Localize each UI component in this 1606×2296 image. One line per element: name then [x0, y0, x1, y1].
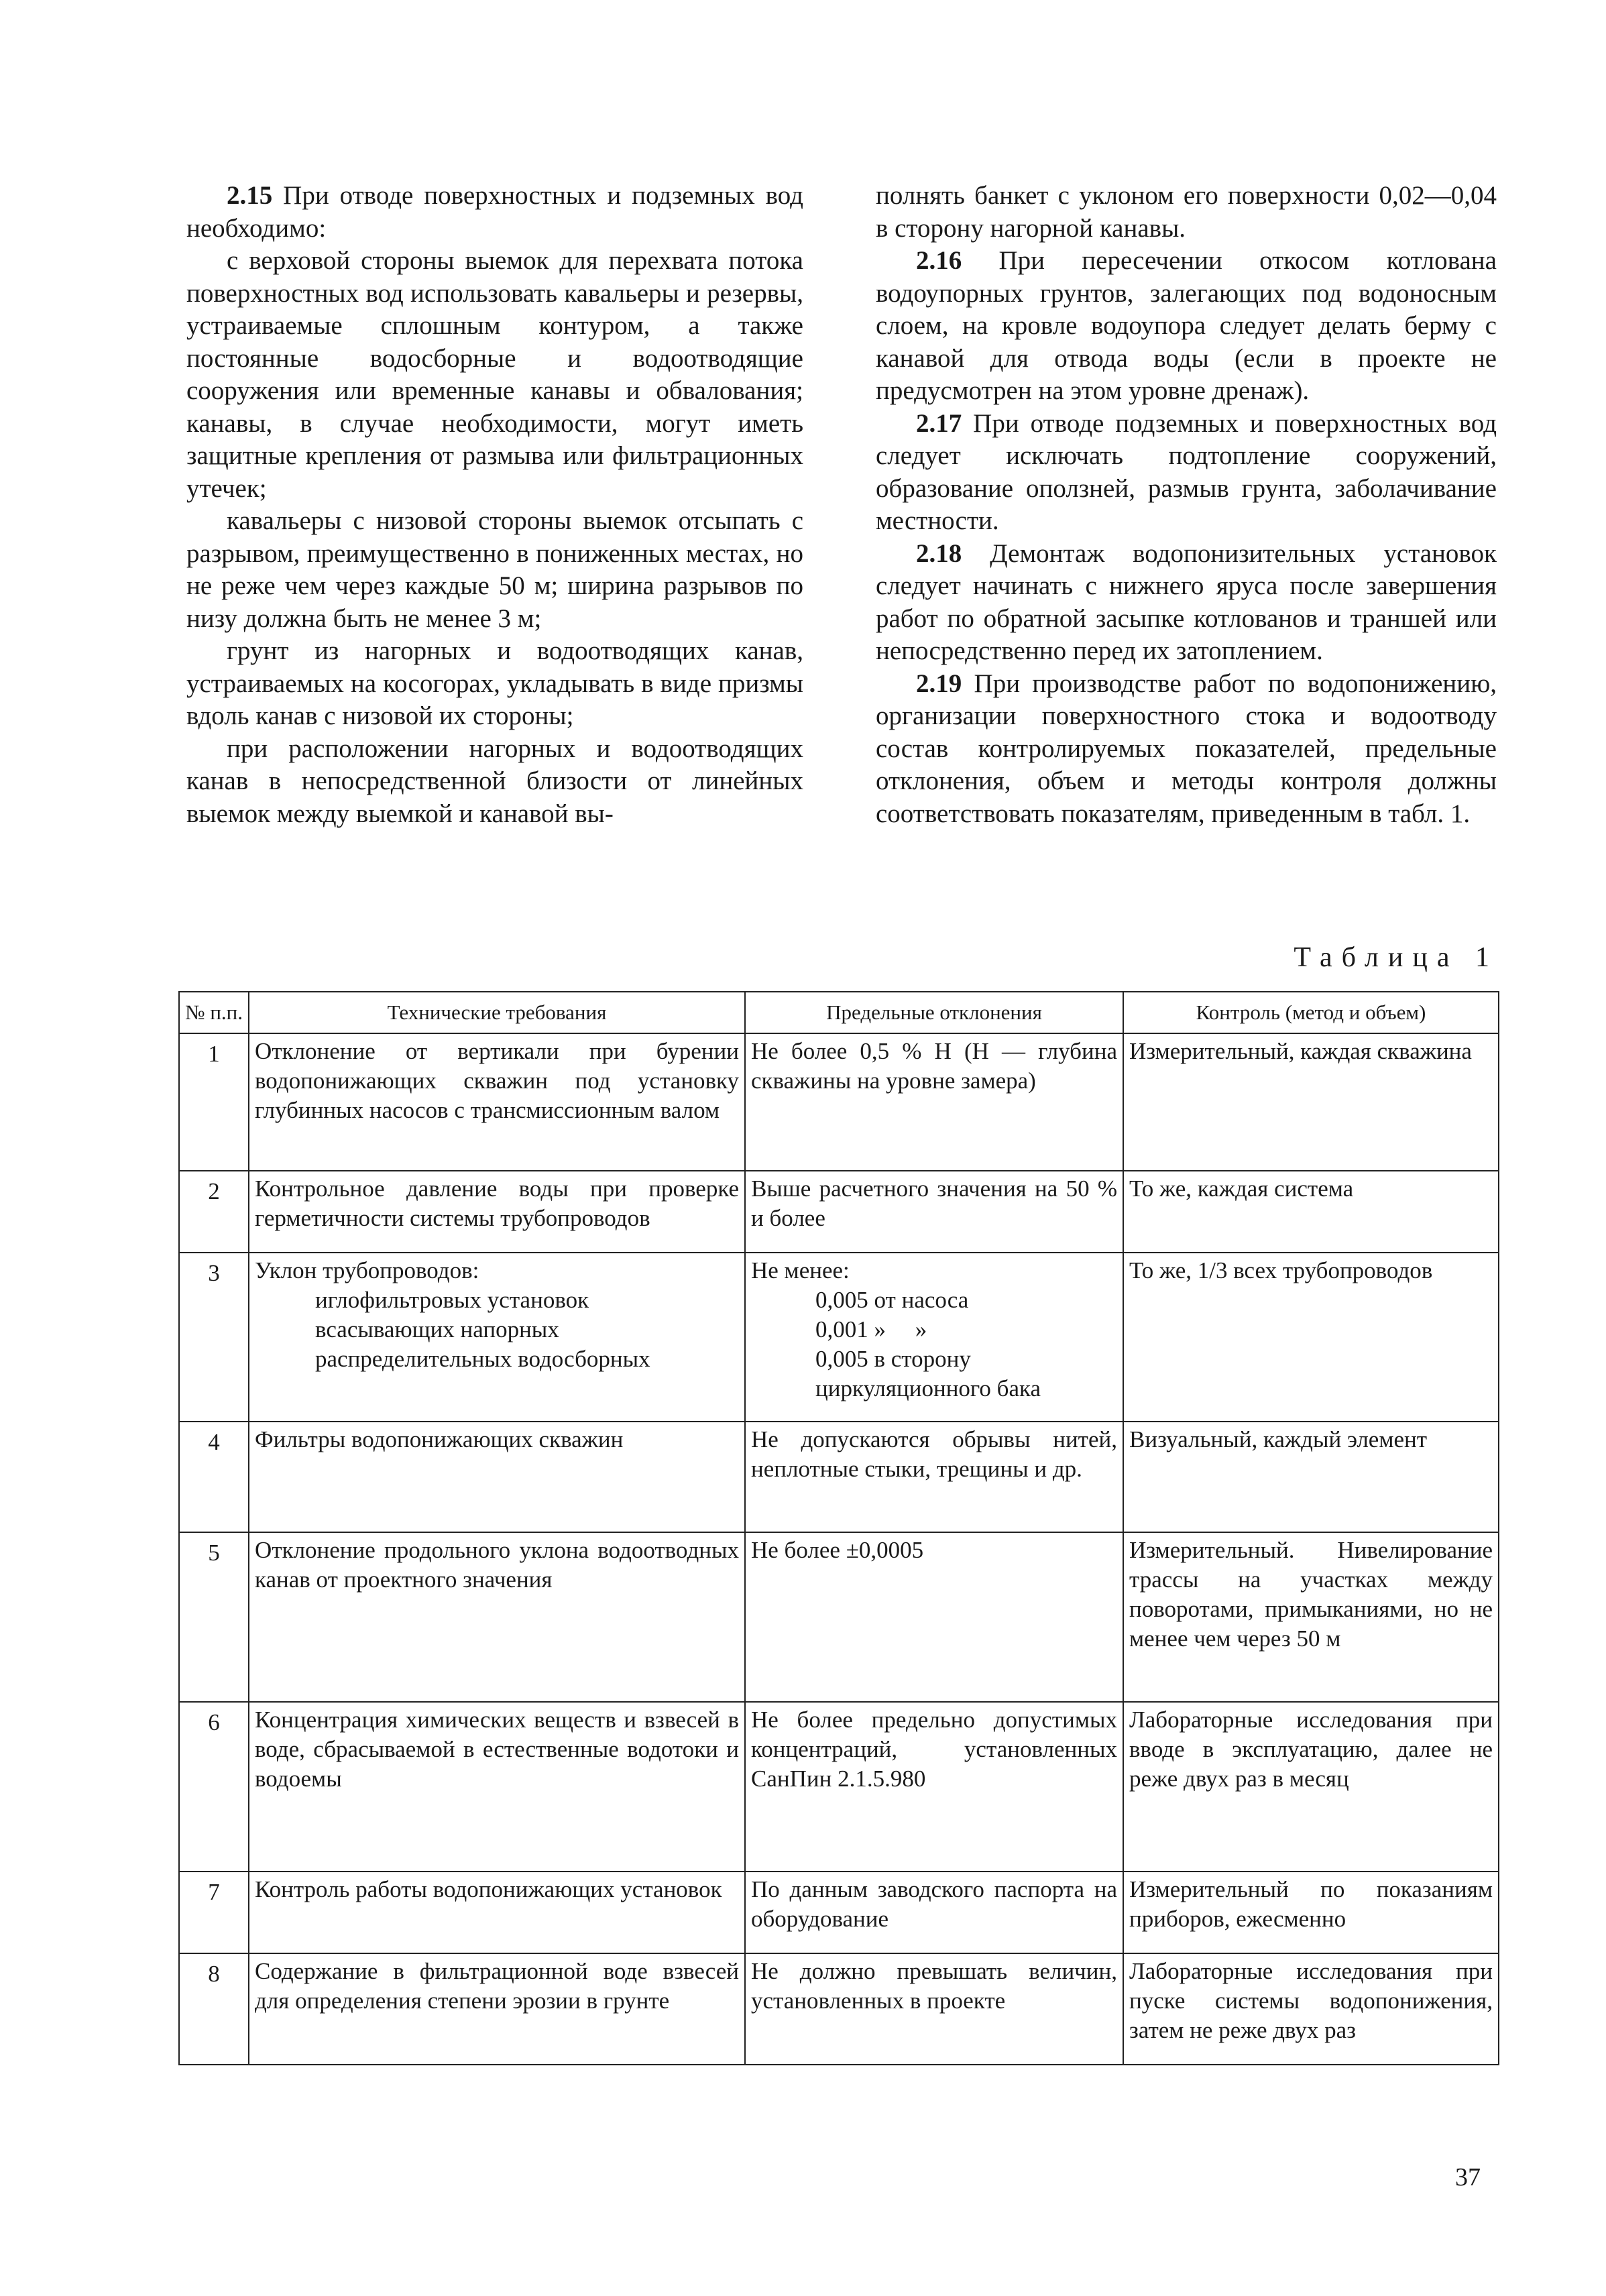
deviation-cell: Не более предельно допустимых концентраций, установленных СанПин 2.1.5.980: [745, 1702, 1123, 1872]
deviation-cell: Не более ±0,0005: [745, 1532, 1123, 1702]
requirement-title: Уклон трубопроводов:: [255, 1257, 479, 1283]
control-cell: Лабораторные исследования при вводе в эксплуатацию, далее не реже двух раз в месяц: [1123, 1702, 1499, 1872]
requirement-cell: Контрольное давление воды при проверке герметичности системы трубопроводов: [249, 1171, 745, 1253]
control-cell: То же, каждая система: [1123, 1171, 1499, 1253]
paragraph-2-16: [876, 245, 1497, 408]
header-num: № п.п.: [179, 992, 249, 1033]
page-number: 37: [1455, 2163, 1481, 2191]
paragraph-text: При отводе подземных и поверхностных вод следует исключать подтопление сооружений, образование оползней, размыв грунта, заболачивание местности.: [876, 408, 1497, 535]
table-row: [179, 1033, 1499, 1171]
row-number: 2: [179, 1171, 249, 1253]
deviation-line: 0,005 от насоса: [815, 1287, 969, 1313]
requirements-table: [178, 991, 1499, 2065]
deviation-cell: [745, 1253, 1123, 1422]
paragraph-downstream: кавальеры с низовой стороны выемок отсыпать с разрывом, преимущественно в пониженных местах, но не реже чем через каждые 50 м; ширина разрывов по низу должна быть не менее 3 м;: [186, 506, 803, 633]
row-number: 5: [179, 1532, 249, 1702]
deviation-title: Не менее:: [751, 1257, 850, 1283]
row-number: 4: [179, 1422, 249, 1532]
paragraph-soil: грунт из нагорных и водоотводящих канав, устраиваемых на косогорах, укладывать в виде призмы вдоль канав с низовой их стороны;: [186, 636, 803, 730]
paragraph-text: Демонтаж водопонизительных установок следует начинать с нижнего яруса после завершения работ по обратной засыпке котлованов и траншей или непосредственно перед их затоплением.: [876, 538, 1497, 665]
row-number: 7: [179, 1872, 249, 1953]
right-text-column: [876, 180, 1497, 830]
paragraph-continuation: полнять банкет с уклоном его поверхности 0,02—0,04 в сторону нагорной канавы.: [876, 181, 1497, 243]
table-row: [179, 1422, 1499, 1532]
row-number: 8: [179, 1953, 249, 2065]
paragraph-upstream: с верховой стороны выемок для перехвата потока поверхностных вод использовать кавальеры и резервы, устраиваемые сплошным контуром, а также постоянные водосборные и водоотводящие сооружения или временные канавы и обвалования; канавы, в случае необходимости, могут иметь защитные крепления от размыва или фильтрационных утечек;: [186, 246, 803, 503]
requirement-cell: Контроль работы водопонижающих установок: [249, 1872, 745, 1953]
table-caption: Таблица 1: [1294, 942, 1499, 973]
deviation-cell: Не более 0,5 % H (H — глубина скважины на уровне замера): [745, 1033, 1123, 1171]
paragraph-2-18: [876, 538, 1497, 668]
deviation-cell: По данным заводского паспорта на оборудование: [745, 1872, 1123, 1953]
clause-number: 2.15: [227, 181, 273, 210]
header-requirements: Технические требования: [249, 992, 745, 1033]
table-row: [179, 1702, 1499, 1872]
clause-number: 2.19: [916, 669, 962, 698]
requirement-cell: [249, 1253, 745, 1422]
table-row: [179, 1253, 1499, 1422]
paragraph-location: при расположении нагорных и водоотводящих канав в непосредственной близости от линейных выемок между выемкой и канавой вы-: [186, 734, 803, 828]
row-number: 6: [179, 1702, 249, 1872]
control-cell: Визуальный, каждый элемент: [1123, 1422, 1499, 1532]
clause-number: 2.16: [916, 246, 962, 275]
requirement-cell: Отклонение продольного уклона водоотводных канав от проектного значения: [249, 1532, 745, 1702]
control-cell: То же, 1/3 всех трубопроводов: [1123, 1253, 1499, 1422]
paragraph-2-15: [186, 180, 803, 245]
deviation-line: 0,005 в сторону циркуляционного бака: [815, 1346, 1041, 1401]
control-cell: Измерительный. Нивелирование трассы на участках между поворотами, примыканиями, но не менее чем через 50 м: [1123, 1532, 1499, 1702]
clause-number: 2.17: [916, 408, 962, 438]
clause-number: 2.18: [916, 538, 962, 568]
row-number: 3: [179, 1253, 249, 1422]
paragraph-text: При пересечении откосом котлована водоупорных грунтов, залегающих под водоносным слоем, на кровле водоупора следует делать берму с канавой для отвода воды (если в проекте не предусмотрен на этом уровне дренаж).: [876, 246, 1497, 405]
paragraph-2-19: [876, 668, 1497, 831]
left-text-column: [186, 180, 803, 830]
deviation-cell: Выше расчетного значения на 50 % и более: [745, 1171, 1123, 1253]
requirement-line: иглофильтровых установок: [315, 1287, 589, 1313]
header-control: Контроль (метод и объем): [1123, 992, 1499, 1033]
control-cell: Лабораторные исследования при пуске системы водопонижения, затем не реже двух раз: [1123, 1953, 1499, 2065]
requirement-cell: Фильтры водопонижающих скважин: [249, 1422, 745, 1532]
paragraph-2-17: [876, 408, 1497, 538]
control-cell: Измерительный по показаниям приборов, ежесменно: [1123, 1872, 1499, 1953]
row-number: 1: [179, 1033, 249, 1171]
paragraph-text: При производстве работ по водопонижению, организации поверхностного стока и водоотводу состав контролируемых показателей, предельные отклонения, объем и методы контроля должны соответствовать показателям, приведенным в табл. 1.: [876, 669, 1497, 828]
deviation-line: 0,001 » »: [815, 1316, 927, 1342]
deviation-cell: Не должно превышать величин, установленных в проекте: [745, 1953, 1123, 2065]
requirement-cell: Отклонение от вертикали при бурении водопонижающих скважин под установку глубинных насосов с трансмиссионным валом: [249, 1033, 745, 1171]
table-header-row: [179, 992, 1499, 1033]
header-deviations: Предельные отклонения: [745, 992, 1123, 1033]
table-row: [179, 1532, 1499, 1702]
deviation-cell: Не допускаются обрывы нитей, неплотные стыки, трещины и др.: [745, 1422, 1123, 1532]
requirement-cell: Концентрация химических веществ и взвесей в воде, сбрасываемой в естественные водотоки и водоемы: [249, 1702, 745, 1872]
requirement-line: распределительных водосборных: [315, 1346, 650, 1372]
table-row: [179, 1171, 1499, 1253]
requirement-line: всасывающих напорных: [315, 1316, 559, 1342]
control-cell: Измерительный, каждая скважина: [1123, 1033, 1499, 1171]
paragraph-text: При отводе поверхностных и подземных вод необходимо:: [186, 181, 803, 243]
table-row: [179, 1953, 1499, 2065]
table-row: [179, 1872, 1499, 1953]
requirement-cell: Содержание в фильтрационной воде взвесей для определения степени эрозии в грунте: [249, 1953, 745, 2065]
